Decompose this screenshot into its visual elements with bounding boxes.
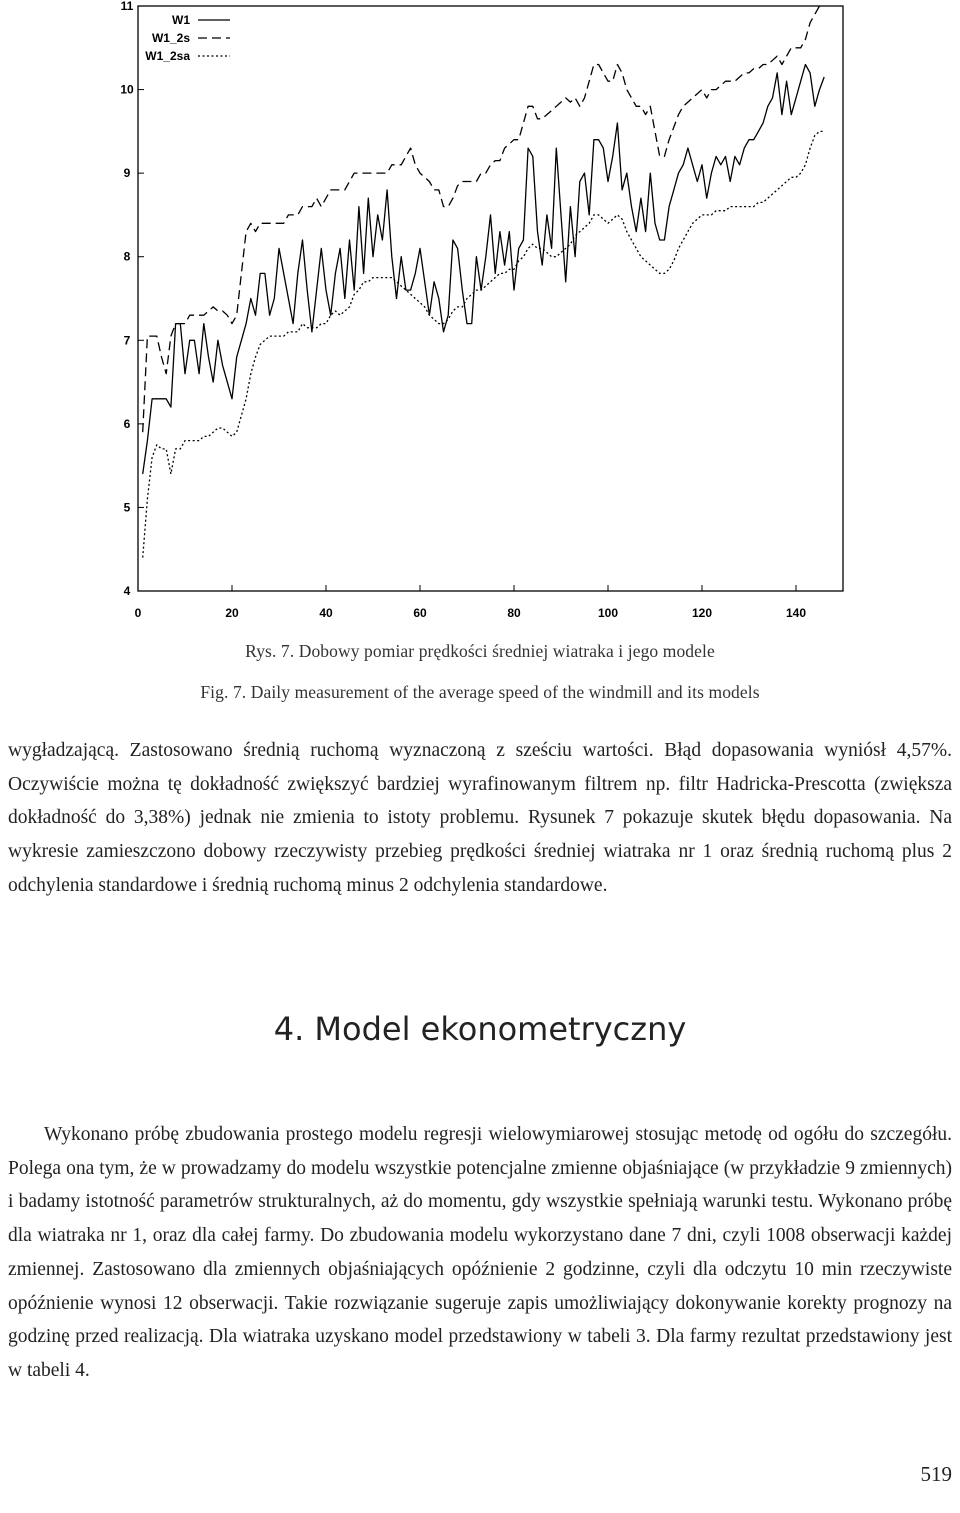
paragraph-1-text: wygładzającą. Zastosowano średnią ruchomą wyznaczoną z sześciu wartości. Błąd dopasowania wyniósł 4,57%. Oczywiście można tę dokładność zwiększyć bardziej wyrafinowanym filtrem np. filtr Hadricka-Prescotta (zwiększa dokładność do 3,38%) jednak nie zmienia to istoty problemu. Rysunek 7 pokazuje skutek błędu dopasowania. Na wykresie zamieszczono dobowy rzeczywisty przebieg prędkości średniej wiatraka nr 1 oraz średnią ruchomą plus 2 odchylenia standardowe i średnią ruchomą minus 2 odchylenia standardowe. [8,740,952,896]
y-tick-label: 6 [123,416,131,431]
y-tick-label: 7 [123,333,131,348]
y-tick-label: 9 [123,166,131,181]
y-tick-label: 8 [123,249,131,264]
page-number: 519 [920,1462,952,1486]
plot-frame [138,6,843,591]
series-line-w1-2s [143,6,825,432]
y-tick-label: 4 [123,584,131,598]
x-tick-label: 60 [413,606,427,620]
x-tick-label: 140 [785,606,807,620]
legend-label-w1-2sa: W1_2sa [145,49,190,63]
x-tick-label: 100 [597,606,619,620]
x-tick-label: 40 [319,606,333,620]
paragraph-2-text: Wykonano próbę zbudowania prostego modelu regresji wielowymiarowej stosując metodę od ogółu do szczegółu. Polega ona tym, że w prowadzamy do modelu wszystkie potencjalne zmienne objaśniające (w przykładzie 9 zmiennych) i badamy istotność parametrów strukturalnych, aż do momentu, gdy wszystkie spełniają warunki testu. Wykonano próbę dla wiatraka nr 1, oraz dla całej farmy. Do zbudowania modelu wykorzystano dane 7 dni, czyli 1008 obserwacji każdej zmiennej. Zastosowano dla zmiennych objaśniających opóźnienie 2 godzinne, czyli dla odczytu 10 min rzeczywiste opóźnienie wynosi 12 obserwacji. Takie rozwiązanie sugeruje zapis umożliwiający dokonywanie korekty prognozy na godzinę przed realizacją. Dla wiatraka uzyskano model przedstawiony w tabeli 3. Dla farmy rezultat przedstawiony jest w tabeli 4. [8,1124,952,1381]
figure-caption-polish: Rys. 7. Dobowy pomiar prędkości średniej wiatraka i jego modele [245,641,715,661]
legend-label-w1: W1 [172,13,190,27]
section-heading: 4. Model ekonometryczny [273,1010,687,1048]
body-paragraph-1 [8,734,952,903]
y-tick-label: 11 [120,0,134,13]
x-tick-label: 80 [507,606,521,620]
x-tick-label: 20 [225,606,239,620]
legend-label-w1-2s: W1_2s [151,31,190,45]
series-line-w1-2sa [143,131,825,557]
body-paragraph-2 [8,1118,952,1388]
x-tick-label: 120 [691,606,713,620]
figure-caption-english: Fig. 7. Daily measurement of the average speed of the windmill and its models [200,682,760,702]
x-tick-label: 0 [134,606,142,620]
series-line-w1 [143,65,825,475]
wind-speed-chart [0,0,960,630]
y-tick-label: 10 [120,82,134,97]
y-tick-label: 5 [123,500,131,515]
